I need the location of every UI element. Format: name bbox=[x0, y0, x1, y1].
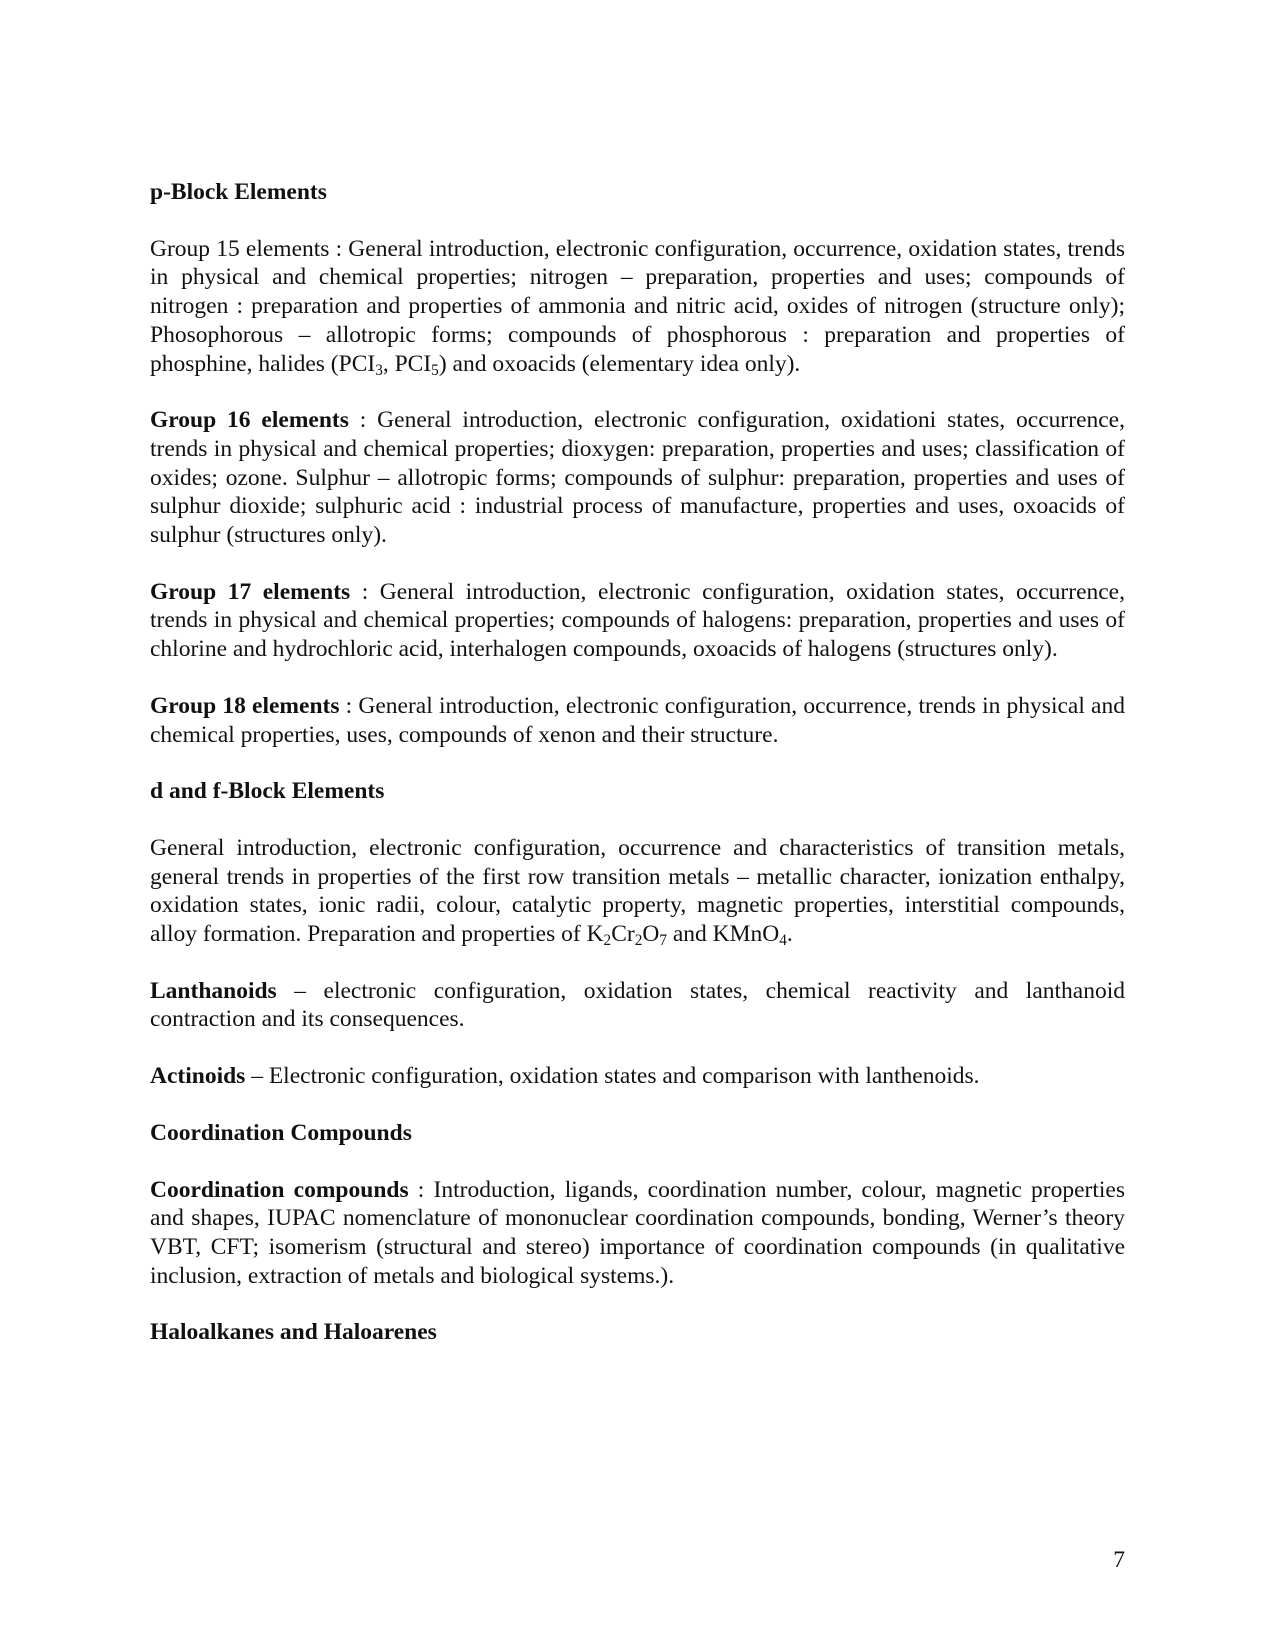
paragraph-transition-metals bbox=[150, 834, 1125, 949]
actinoids-label: Actinoids bbox=[150, 1063, 246, 1090]
group-16-text: : General introduction, electronic configuration, oxidationi states, occurrence, trends in physical and chemical properties; dioxygen: preparation, properties and uses; classification of oxides; ozone. Sulphur – allotropic forms; compounds of sulphur: preparation, properties and uses of sulphur dioxide; sulphuric acid : industrial process of manufacture, properties and uses, oxoacids of sulphur (structures only). bbox=[150, 407, 1125, 549]
transition-text: . bbox=[786, 921, 793, 948]
paragraph-group-16 bbox=[150, 406, 1125, 550]
section-heading-d-f-block: d and f-Block Elements bbox=[150, 778, 385, 805]
paragraph-actinoids bbox=[150, 1062, 1125, 1091]
group-17-label: Group 17 elements bbox=[150, 578, 351, 605]
paragraph-group-18 bbox=[150, 692, 1125, 749]
coordination-text: : Introduction, ligands, coordination number, colour, magnetic properties and shapes, IUPAC nomenclature of mononuclear coordination compounds, bonding, Werner’s theory VBT, CFT; isomerism (structural and stereo) importance of coordination compounds (in qualitative inclusion, extraction of metals and biological systems.). bbox=[150, 1176, 1125, 1289]
transition-text: Cr bbox=[611, 921, 635, 948]
group-17-text: : General introduction, electronic configuration, oxidation states, occurrence, trends in physical and chemical properties; compounds of halogens: preparation, properties and uses of chlorine and hydrochloric acid, interhalogen compounds, oxoacids of halogens (structures only). bbox=[150, 578, 1125, 663]
subscript: 5 bbox=[431, 361, 439, 379]
paragraph-lanthanoids bbox=[150, 977, 1125, 1034]
paragraph-coordination bbox=[150, 1176, 1125, 1291]
subscript: 2 bbox=[603, 931, 612, 949]
subscript: 4 bbox=[779, 931, 787, 949]
group-18-label: Group 18 elements bbox=[150, 692, 340, 719]
lanthanoids-text: – electronic configuration, oxidation states, chemical reactivity and lanthanoid contraction and its consequences. bbox=[150, 977, 1125, 1033]
group-15-text: ) and oxoacids (elementary idea only). bbox=[438, 350, 801, 377]
section-heading-haloalkanes: Haloalkanes and Haloarenes bbox=[150, 1319, 437, 1346]
lanthanoids-label: Lanthanoids bbox=[150, 977, 277, 1004]
transition-text: and KMnO bbox=[666, 921, 780, 948]
transition-text: General introduction, electronic configuration, occurrence and characteristics of transition metals, general trends in properties of the first row transition metals – metallic character, ionization enthalpy, oxidation states, ionic radii, colour, catalytic property, magnetic properties, interstitial compounds, alloy formation. Preparation and properties of K bbox=[150, 834, 1125, 948]
subscript: 2 bbox=[634, 931, 643, 949]
paragraph-group-17 bbox=[150, 578, 1125, 664]
section-heading-p-block: p-Block Elements bbox=[150, 179, 327, 205]
actinoids-text: – Electronic configuration, oxidation states and comparison with lanthenoids. bbox=[245, 1063, 980, 1090]
coordination-label: Coordination compounds bbox=[150, 1176, 409, 1203]
group-18-text: : General introduction, electronic configuration, occurrence, trends in physical and chemical properties, uses, compounds of xenon and their structure. bbox=[150, 692, 1125, 748]
document-page bbox=[150, 178, 1125, 1375]
subscript: 3 bbox=[375, 361, 383, 379]
paragraph-group-15 bbox=[150, 235, 1125, 379]
transition-text: O bbox=[642, 921, 660, 948]
group-16-label: Group 16 elements bbox=[150, 407, 349, 434]
page-number: 7 bbox=[1113, 1547, 1125, 1573]
group-15-text: , PCI bbox=[382, 350, 432, 377]
section-heading-coordination: Coordination Compounds bbox=[150, 1119, 412, 1146]
group-15-text: Group 15 elements : General introduction, electronic configuration, occurrence, oxidation states, trends in physical and chemical properties; nitrogen – preparation, properties and uses; compounds of nitrogen : preparation and properties of ammonia and nitric acid, oxides of nitrogen (structure only); Phosophorous – allotropic forms; compounds of phosphorous : preparation and properties of phosphine, halides (PCI bbox=[150, 235, 1125, 377]
subscript: 7 bbox=[659, 931, 667, 949]
